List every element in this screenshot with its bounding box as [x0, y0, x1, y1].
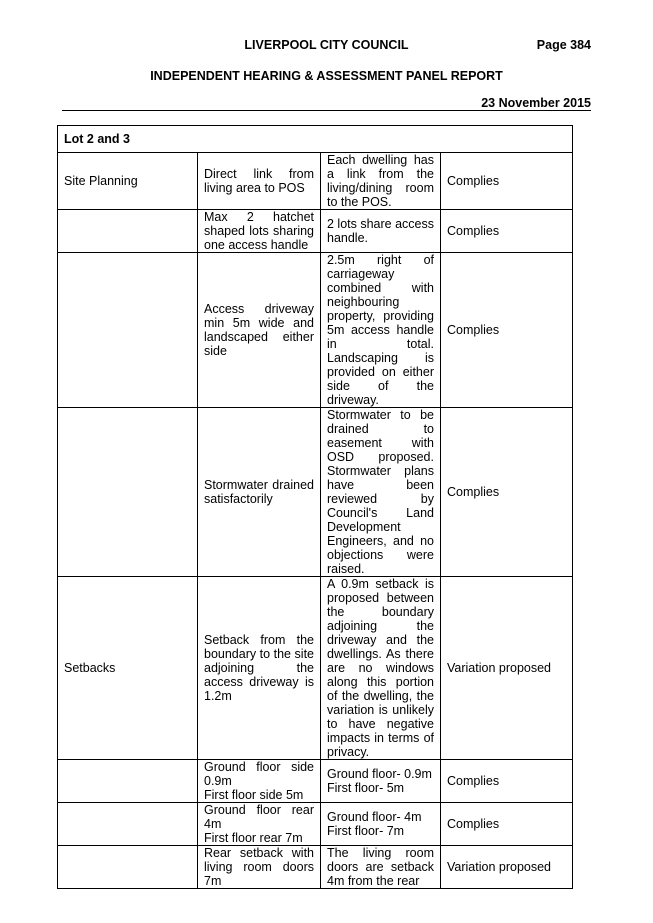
proposal-cell: Ground floor- 0.9m First floor- 5m — [321, 760, 441, 803]
table-row — [58, 153, 573, 210]
proposal-cell: 2 lots share access handle. — [321, 210, 441, 253]
table-body — [58, 153, 573, 889]
control-cell: Stormwater drained satisfactorily — [198, 408, 321, 577]
table-row — [58, 803, 573, 846]
report-title: INDEPENDENT HEARING & ASSESSMENT PANEL REPORT — [150, 69, 503, 83]
proposal-cell: Stormwater to be drained to easement with OSD proposed. Stormwater plans have been reviewed by Council's Land Development Engineers, and no objections were raised. — [321, 408, 441, 577]
report-date: 23 November 2015 — [481, 96, 591, 110]
category-cell — [58, 210, 198, 253]
status-cell: Complies — [441, 760, 573, 803]
status-cell: Variation proposed — [441, 577, 573, 760]
proposal-cell: Ground floor- 4m First floor- 7m — [321, 803, 441, 846]
page-number: Page 384 — [536, 38, 591, 52]
control-cell: Access driveway min 5m wide and landscaped either side — [198, 253, 321, 408]
header-rule — [62, 110, 591, 111]
category-cell — [58, 803, 198, 846]
category-cell: Site Planning — [58, 153, 198, 210]
category-cell — [58, 846, 198, 889]
category-cell — [58, 253, 198, 408]
proposal-cell: A 0.9m setback is proposed between the boundary adjoining the driveway and the dwellings. As there are no windows along this portion of the dwelling, the variation is unlikely to have negative impacts in terms of privacy. — [321, 577, 441, 760]
control-cell: Ground floor side 0.9m First floor side 5m — [198, 760, 321, 803]
proposal-cell: The living room doors are setback 4m from the rear — [321, 846, 441, 889]
category-cell — [58, 408, 198, 577]
control-cell: Rear setback with living room doors 7m — [198, 846, 321, 889]
control-cell: Max 2 hatchet shaped lots sharing one access handle — [198, 210, 321, 253]
status-cell: Complies — [441, 253, 573, 408]
proposal-cell: Each dwelling has a link from the living/dining room to the POS. — [321, 153, 441, 210]
status-cell: Variation proposed — [441, 846, 573, 889]
compliance-table — [57, 125, 573, 889]
control-cell: Ground floor rear 4m First floor rear 7m — [198, 803, 321, 846]
control-cell: Setback from the boundary to the site adjoining the access driveway is 1.2m — [198, 577, 321, 760]
council-name: LIVERPOOL CITY COUNCIL — [244, 38, 409, 52]
status-cell: Complies — [441, 408, 573, 577]
control-cell: Direct link from living area to POS — [198, 153, 321, 210]
table-row — [58, 408, 573, 577]
table-row — [58, 253, 573, 408]
status-cell: Complies — [441, 210, 573, 253]
category-cell — [58, 760, 198, 803]
status-cell: Complies — [441, 803, 573, 846]
proposal-cell: 2.5m right of carriageway combined with neighbouring property, providing 5m access handle in total. Landscaping is provided on either side of the driveway. — [321, 253, 441, 408]
table-row — [58, 577, 573, 760]
section-title: Lot 2 and 3 — [58, 126, 573, 153]
status-cell: Complies — [441, 153, 573, 210]
table-section-row — [58, 126, 573, 153]
table-row — [58, 210, 573, 253]
table-row — [58, 846, 573, 889]
table-row — [58, 760, 573, 803]
category-cell: Setbacks — [58, 577, 198, 760]
